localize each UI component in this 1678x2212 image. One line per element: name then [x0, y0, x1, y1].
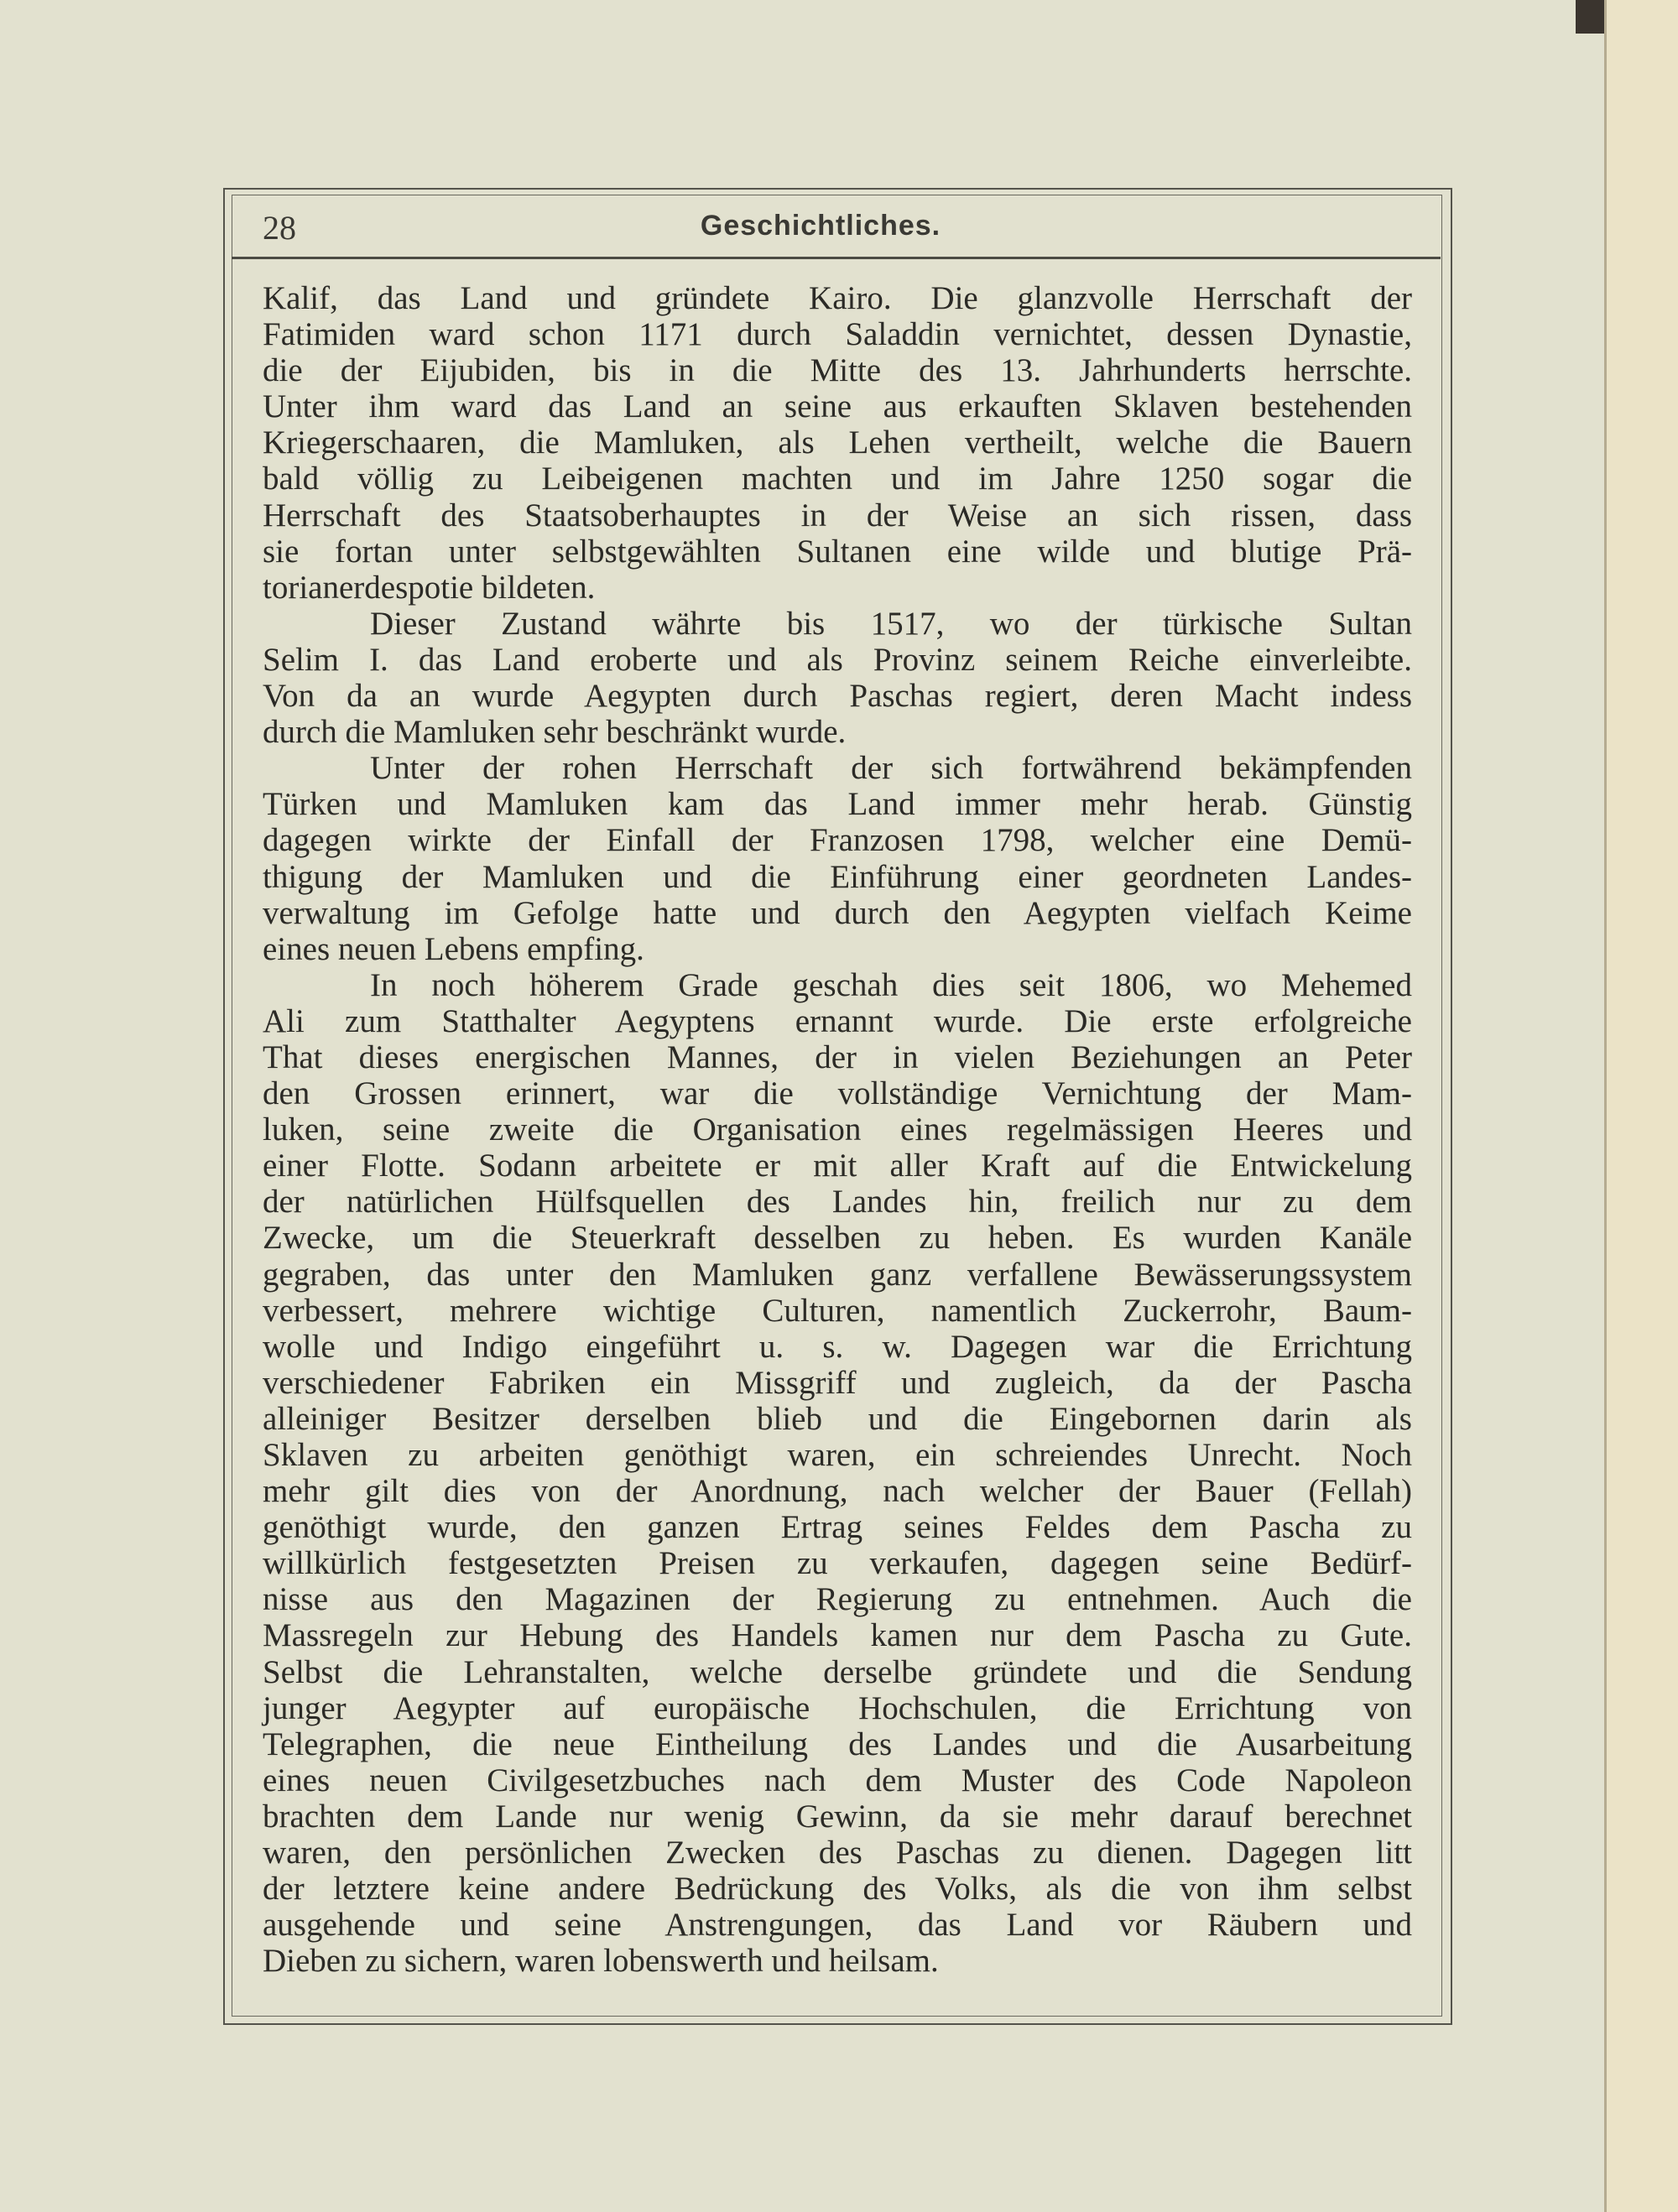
text-line: brachten dem Lande nur wenig Gewinn, da sie mehr darauf berechnet — [263, 1798, 1412, 1835]
text-line: Unter der rohen Herrschaft der sich fortwährend bekämpfenden — [370, 750, 1412, 787]
text-line: In noch höherem Grade geschah dies seit 1806, wo Mehemed — [370, 966, 1412, 1003]
text-line: genöthigt wurde, den ganzen Ertrag seines Feldes dem Pascha zu — [263, 1509, 1412, 1546]
text-line: der natürlichen Hülfsquellen des Landes hin, freilich nur zu dem — [263, 1184, 1412, 1221]
text-line: Türken und Mamluken kam das Land immer mehr herab. Günstig — [263, 786, 1412, 823]
text-line: That dieses energischen Mannes, der in vielen Beziehungen an Peter — [263, 1038, 1412, 1075]
text-line: dagegen wirkte der Einfall der Franzosen 1798, welcher eine Demü- — [263, 822, 1412, 859]
text-line: Massregeln zur Hebung des Handels kamen nur dem Pascha zu Gute. — [263, 1617, 1412, 1654]
page-number: 28 — [263, 209, 296, 247]
text-line: Selim I. das Land eroberte und als Provinz seinem Reiche einverleibte. — [263, 641, 1412, 678]
text-line: durch die Mamluken sehr beschränkt wurde. — [263, 714, 847, 751]
text-line: den Grossen erinnert, war die vollständige Vernichtung der Mam- — [263, 1075, 1412, 1112]
text-line: sie fortan unter selbstgewählten Sultanen eine wilde und blutige Prä- — [263, 533, 1412, 570]
text-line: verschiedener Fabriken ein Missgriff und zugleich, da der Pascha — [263, 1364, 1412, 1401]
text-line: verbessert, mehrere wichtige Culturen, namentlich Zuckerrohr, Baum- — [263, 1292, 1412, 1329]
text-line: thigung der Mamluken und die Einführung einer geordneten Landes- — [263, 858, 1412, 895]
running-title: Geschichtliches. — [700, 210, 941, 242]
text-line: Ali zum Statthalter Aegyptens ernannt wurde. Die erste erfolgreiche — [263, 1002, 1412, 1039]
text-line: alleiniger Besitzer derselben blieb und die Eingebornen darin als — [263, 1400, 1412, 1437]
text-line: mehr gilt dies von der Anordnung, nach welcher der Bauer (Fellah) — [263, 1473, 1412, 1510]
text-line: torianerdespotie bildeten. — [263, 569, 596, 606]
header-rule — [232, 257, 1441, 259]
text-line: Sklaven zu arbeiten genöthigt waren, ein schreiendes Unrecht. Noch — [263, 1437, 1412, 1473]
text-line: waren, den persönlichen Zwecken des Paschas zu dienen. Dagegen litt — [263, 1835, 1412, 1871]
running-header — [263, 208, 1412, 250]
text-line: gegraben, das unter den Mamluken ganz verfallene Bewässerungssystem — [263, 1256, 1412, 1293]
text-line: junger Aegypter auf europäische Hochschulen, die Errichtung von — [263, 1689, 1412, 1726]
text-line: ausgehende und seine Anstrengungen, das Land vor Räubern und — [263, 1907, 1412, 1944]
text-line: Fatimiden ward schon 1171 durch Saladdin vernichtet, dessen Dynastie, — [263, 316, 1412, 353]
text-line: Von da an wurde Aegypten durch Paschas regiert, deren Macht indess — [263, 678, 1412, 715]
next-page-edge — [1604, 0, 1678, 2212]
text-line: nisse aus den Magazinen der Regierung zu entnehmen. Auch die — [263, 1581, 1412, 1618]
text-line: der letztere keine andere Bedrückung des Volks, als die von ihm selbst — [263, 1871, 1412, 1908]
text-line: luken, seine zweite die Organisation eines regelmässigen Heeres und — [263, 1111, 1412, 1148]
text-line: die der Eijubiden, bis in die Mitte des 13. Jahrhunderts herrschte. — [263, 352, 1412, 389]
text-line: wolle und Indigo eingeführt u. s. w. Dagegen war die Errichtung — [263, 1328, 1412, 1365]
text-line: verwaltung im Gefolge hatte und durch den Aegypten vielfach Keime — [263, 894, 1412, 931]
text-line: eines neuen Civilgesetzbuches nach dem Muster des Code Napoleon — [263, 1762, 1412, 1798]
text-line: Unter ihm ward das Land an seine aus erkauften Sklaven bestehenden — [263, 388, 1412, 425]
text-line: bald völlig zu Leibeigenen machten und im Jahre 1250 sogar die — [263, 461, 1412, 497]
text-line: eines neuen Lebens empfing. — [263, 930, 644, 967]
text-line: Selbst die Lehranstalten, welche derselbe gründete und die Sendung — [263, 1653, 1412, 1690]
text-line: Zwecke, um die Steuerkraft desselben zu heben. Es wurden Kanäle — [263, 1220, 1412, 1257]
body-text — [263, 280, 1412, 1979]
text-line: Kriegerschaaren, die Mamluken, als Lehen vertheilt, welche die Bauern — [263, 424, 1412, 461]
text-line: Telegraphen, die neue Eintheilung des Landes und die Ausarbeitung — [263, 1725, 1412, 1762]
text-line: Kalif, das Land und gründete Kairo. Die glanzvolle Herrschaft der — [263, 280, 1412, 316]
text-line: willkürlich festgesetzten Preisen zu verkaufen, dagegen seine Bedürf- — [263, 1545, 1412, 1582]
text-line: Dieser Zustand währte bis 1517, wo der türkische Sultan — [370, 605, 1412, 642]
text-line: Herrschaft des Staatsoberhauptes in der Weise an sich rissen, dass — [263, 497, 1412, 533]
text-line: Dieben zu sichern, waren lobenswerth und heilsam. — [263, 1943, 939, 1980]
text-line: einer Flotte. Sodann arbeitete er mit aller Kraft auf die Entwickelung — [263, 1148, 1412, 1184]
